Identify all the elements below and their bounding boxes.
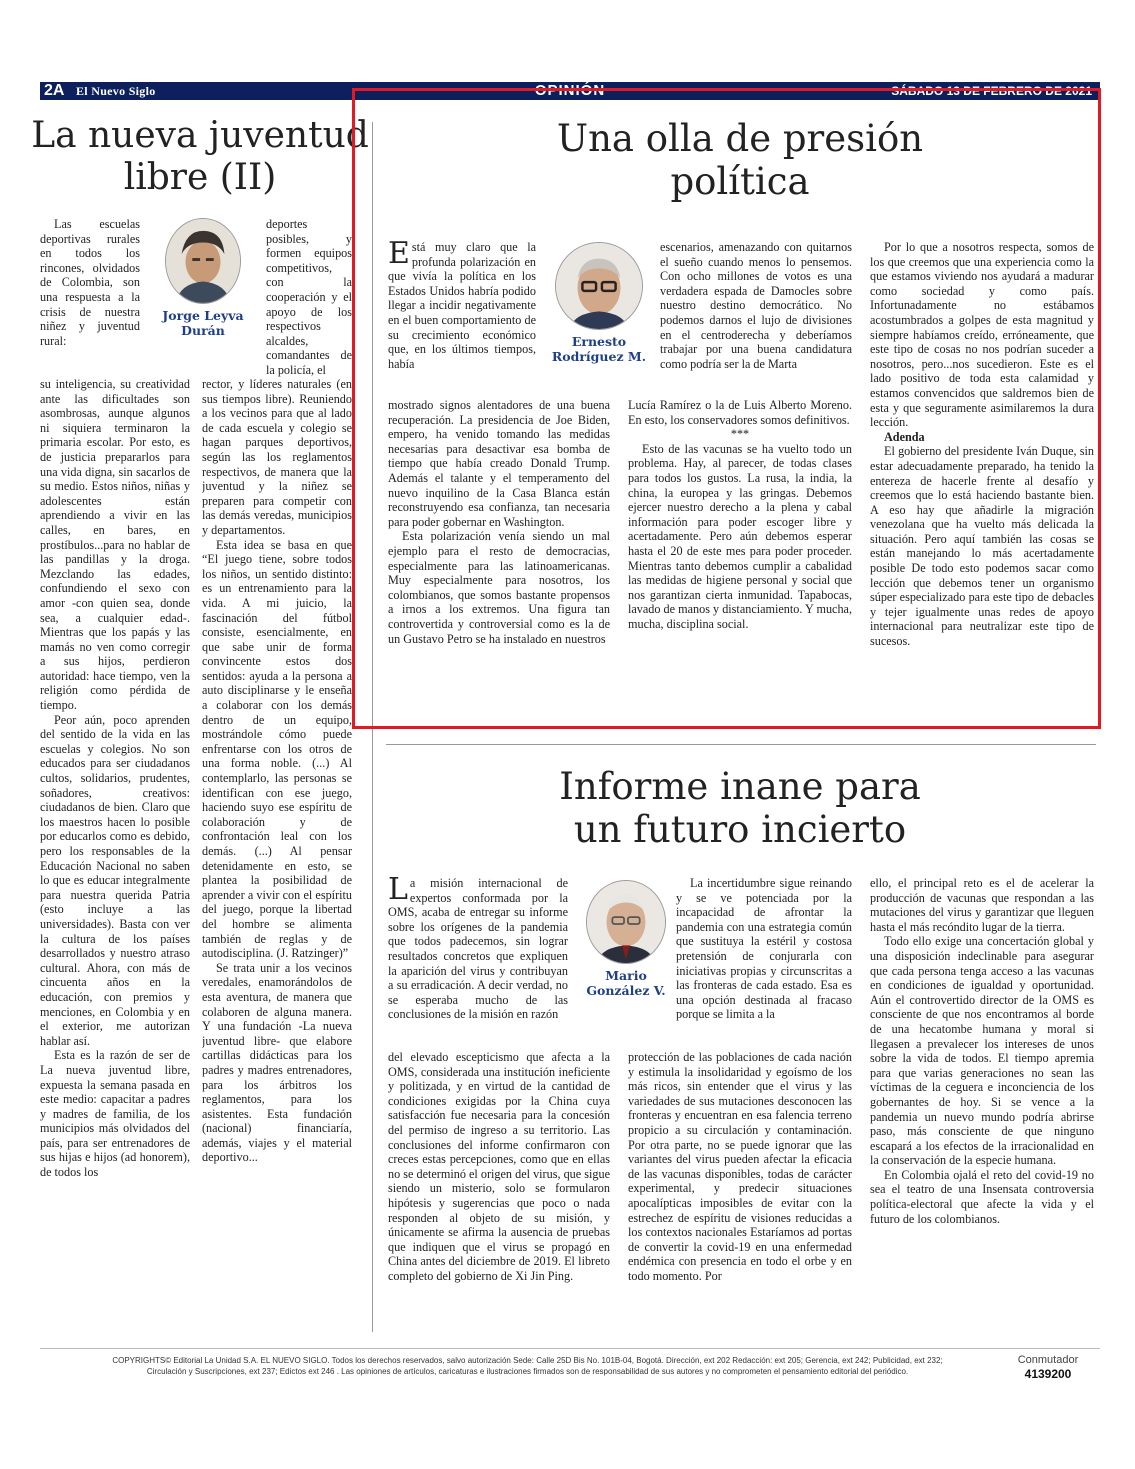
author-portrait-gonzalez: [586, 880, 666, 964]
bottom-article-author: [576, 880, 676, 998]
dropcap: L: [388, 872, 408, 907]
left-article-col2-top: deportes posibles, y formen equipos competitivos, con la cooperación y el apoyo de los respectivos alcaldes, comandantes de la policía, el: [266, 217, 352, 377]
bottom-article-col2: protección de las poblaciones de cada nación y estimula la insolidaridad y egoísmo de los más ricos, sin entender que el virus y las variedades de sus mutaciones desconocen las fronteras y encuentran en esa falencia terreno propicio a su circulación y contaminación. Por otra parte, no se puede ignorar que las variantes del virus pueden afectar la eficacia de las vacunas disponibles, todas de carácter experimental, y predecir situaciones apocalípticas imposibles de evitar con la estrechez de espíritu de visiones reducidas a los contextos nacionales Estaríamos ad portas de convertir la covid-19 en una enfermedad endémica con presencia en todo el orbe y en todo momento. Por: [628, 1050, 852, 1283]
bottom-article-col1: del elevado escepticismo que afecta a la OMS, considerada una institución ineficiente y politizada, y en virtud de la cantidad de condiciones exigidas por la China cuya satisfacción fue necesaria para la concesión del permiso de ingreso a su territorio. Las conclusiones del informe confirmaron con creces estas percepciones, como que en ellas no se determinó el origen del virus, que sigue siendo un misterio, solo se formularon hipótesis y sugerencias que poco o nada responden al objeto de su misión, y únicamente se afirma la ausencia de pruebas que indiquen que el virus se propagó en China antes del diciembre de 2019. El libreto completo del gobierno de Xi Jin Ping.: [388, 1050, 610, 1283]
left-article-author: [148, 218, 258, 338]
top-article-col2-top: escenarios, amenazando con quitarnos el sueño cuando menos lo pensemos. Con ocho millones de votos es una verdadera espada de Damocles sobre nuestro destino democrático. No podemos darnos el lujo de divisiones en el centroderecha y deberíamos trabajar por una buena candidatura como podría ser la de Marta: [660, 240, 852, 371]
addendum-subhead: Adenda: [884, 429, 925, 444]
highlight-frame: [352, 88, 1101, 729]
bottom-article-byline: Mario González V.: [586, 968, 666, 998]
left-article-col1-top: Las escuelas deportivas rurales en todos los rincones, olvidados de Colombia, son una respuesta a la crisis de nuestra niñez y juventud rural:: [40, 217, 140, 348]
left-article-byline: Jorge Leyva Durán: [162, 308, 244, 338]
bottom-article-headline: Informe inane para un futuro incierto: [559, 765, 921, 851]
author-portrait-leyva: [165, 218, 241, 304]
bottom-article-col2-top: La incertidumbre sigue reinando y se ve potenciada por la incapacidad de afrontar la pandemia con una estrategia común que sustituya la estéril y costosa pretensión de conjurarla con iniciativas propias y circunscritas a las fronteras de cada estado. Esa es una opción destinada al fracaso porque se limita a la: [676, 876, 852, 1022]
top-article-byline: Ernesto Rodríguez M.: [551, 334, 647, 364]
page-number: 2A: [44, 82, 65, 99]
top-article-col1: mostrado signos alentadores de una buena recuperación. La presidencia de Joe Biden, empero, ha venido tomando las medidas necesarias para desactivar esa bomba de tiempo que había creado Donald Trump. Además el talante y el temperamento del nuevo inquilino de la Casa Blanca están reconstruyendo esa confianza, tan necesaria para poder gobernar en Washington. Esta polarización venía siendo un mal ejemplo para el resto de democracias, especialmente para las latinoamericanas. Muy especialmente para nosotros, los colombianos, que somos bastante propensos a irnos a los extremos. Una figura tan controvertida y controversial como es la de un Gustavo Petro se ha instalado en nuestros: [388, 398, 610, 646]
issue-date: SÁBADO 13 DE FEBRERO DE 2021: [891, 84, 1092, 98]
switchboard: Conmutador 4139200: [1008, 1354, 1088, 1381]
footer-rule: [40, 1348, 1100, 1349]
bottom-article-col3: ello, el principal reto es el de acelerar la producción de vacunas que respondan a las mutaciones del virus y garantizar que lleguen hasta el más recóndito lugar de la tierra. Todo ello exige una concertación global y una disposición indeclinable para asegurar que cada persona tenga acceso a las vacunas en condiciones de igualdad y oportunidad. Aún el controvertido director de la OMS es consciente de que nos encontramos al borde de una hecatombe humana y moral si llegasen a prevalecer los intereses de unos sobre la vida de todos. El tiempo apremia para que varias generaciones no sean las víctimas de la ceguera e inconciencia de los gobernantes de hoy. Si se vence a la pandemia un nuevo mundo podría abrirse paso, más consciente de que ninguno escapará a los efectos de la irracionalidad en la conservación de la especie humana. En Colombia ojalá el reto del covid-19 no sea el teatro de una Insensata controversia política-electoral que afecte la vida y el futuro de los colombianos.: [870, 876, 1094, 1226]
left-article-col2: rector, y líderes naturales (en sus tiempos libre). Reuniendo a los vecinos para que al lado de cada escuela y colegio se hagan parques deportivos, según las los reglamentos respectivos, de manera que la juventud y la niñez se preparen para competir con las demás veredas, municipios y departamentos. Esta idea se basa en que “El juego tiene, sobre todos los niños, un sentido distinto: es un entrenamiento para la vida. A mi juicio, la fascinación del fútbol consiste, esencialmente, en que sabe unir de forma convincente estos dos sentidos: ayuda a la persona a auto disciplinarse y le enseña a colaborar con los demás dentro de un equipo, mostrándole cómo puede enfrentarse con los otros de una forma noble. (...) Al contemplarlo, las personas se identifican con ese juego, haciendo suyo ese espíritu de colaboración y de confrontación leal con los demás. (...) Al pensar detenidamente en esto, se plantea la posibilidad de aprender a vivir con el espíritu del juego, porque la libertad del hombre se alimenta también de reglas y de autodisciplina. (J. Ratzinger)” Se trata unir a los vecinos veredales, enamorándolos de esta aventura, de manera que colaboren de alguna manera. Y una fundación -La nueva juventud libre- que elabore cartillas didácticas para los padres y madres entrenadores, para los árbitros los reglamentos, para los asistentes. Esta fundación (nacional) financiaría, además, viajes y el material deportivo...: [202, 377, 352, 1165]
left-article-headline: La nueva juventud libre (II): [31, 115, 369, 198]
footer-copyright: COPYRIGHTS© Editorial La Unidad S.A. EL NUEVO SIGLO. Todos los derechos reservados, salvo autorización Sede: Calle 25D Bis No. 101B-04, Bogotá. Dirección, ext 202 Redacción: ext 205; Gerencia, ext 242; Publicidad, ext 232; Circulación y Suscripciones, ext 237; Edictos ext 246 . Las opiniones de artículos, caricaturas e ilustraciones firmados son de responsabilidad de sus autores y no comprometen el pensamiento editorial del periódico.: [112, 1356, 943, 1376]
top-article-col2: Lucía Ramírez o la de Luis Alberto Moreno. En esto, los conservadores somos definitivos. *** Esto de las vacunas se ha vuelto todo un problema. Hay, al parecer, de todas clases para todos los gustos. La rusa, la india, la china, la europea y las gringas. Debemos ejercer nuestro derecho a la plena y cabal información para poder escoger libre y acertadamente. Pero aún debemos esperar hasta el 20 de este mes para poder proceder. Mientras tanto debemos cumplir a cabalidad las medidas de higiene personal y social que nos garantizan cierta inmunidad. Tapabocas, lavado de manos y distanciamiento. Y mucha, mucha, disciplina social.: [628, 398, 852, 631]
dropcap: E: [388, 236, 410, 271]
left-article-col1: su inteligencia, su creatividad ante las dificultades son asombrosas, aunque algunos ni siquiera terminaron la primaria escolar. Por esto, es de justicia prepararlos para una vida digna, sin sacarlos de su medio. Estos niños, niñas y adolescentes están aprendiendo a vivir en las calles, en bares, en prostíbulos...para no hablar de las pandillas y la droga. Mezclando las edades, confundiendo el sexo con amor -con quien sea, donde sea, a cualquier edad-. Mientras que los papás y las mamás no ven como corregir a sus hijos, perdieron autoridad: hace tiempo, ven la religión como pérdida de tiempo. Peor aún, poco aprenden del sentido de la vida en las escuelas y colegios. No son educados para ser ciudadanos cultos, solidarios, prudentes, soñadores, creativos: ciudadanos de bien. Claro que los maestros hacen lo posible por educarlos como es debido, pero los responsables de la Educación Nacional no saben lo que es educar integralmente para nuestra querida Patria (esto incluye a las universidades). Basta con ver la cultura de los países desarrollados y nuestro atraso cultural. Ahora, con más de cincuenta años en la educación, con premios y menciones, en Colombia y en el exterior, me autorizan hablar así. Esta es la razón de ser de La nueva juventud libre, expuesta la semana pasada en este medio: capacitar a padres y madres de familia, de los municipios más olvidados del país, para ser entrenadores de sus hijas e hijos (ad honorem), de todos los: [40, 377, 190, 1180]
article-divider: [386, 744, 1096, 745]
section-title: OPINIÓN: [534, 82, 606, 99]
top-article-headline: Una olla de presión política: [556, 117, 924, 203]
top-article-col3: Por lo que a nosotros respecta, somos de los que creemos que una experiencia como la que estamos viviendo nos ayudará a madurar como sociedad y como país. Infortunadamente no estábamos acostumbrados a golpes de esta magnitud y siempre habíamos creído, erróneamente, que este tipo de cosas no nos podrían suceder a nosotros, pero...nos sucedieron. Este es el lado positivo de toda esta calamidad y estamos convencidos que saldremos bien de esta y que seguramente asimilaremos la dura lección. Adenda El gobierno del presidente Iván Duque, sin estar adecuadamente preparado, ha tenido la entereza de hacerle frente al desafío y creemos que lo está haciendo bastante bien. A eso hay que añadirle la migración venezolana que ha vuelto más delicada la situación. Pero aquí también las cosas se están manejando lo más acertadamente posible De todo esto podemos sacar como lección que debemos tener un organismo súper especializado para este tipo de debacles y tejer igualmente unas redes de apoyo internacional para neutralizar este tipo de sucesos.: [870, 240, 1094, 649]
newspaper-name: El Nuevo Siglo: [76, 84, 156, 98]
bottom-article-col1-top: La misión internacional de expertos conformada por la OMS, acaba de entregar su informe sobre los orígenes de la pandemia que todos padecemos, sin lograr resultados concretos que expliquen la aparición del virus y contribuyan a su erradicación. A decir verdad, no se esperaba mucho de las conclusiones de la misión en razón: [388, 872, 568, 1022]
top-article-col1-top: Está muy claro que la profunda polarización en que vivía la política en los Estados Unidos habría podido llegar a incidir negativamente en el buen comportamiento de su crecimiento económico que, en los últimos tiempos, había: [388, 236, 536, 371]
switchboard-number: 4139200: [1024, 1367, 1072, 1381]
